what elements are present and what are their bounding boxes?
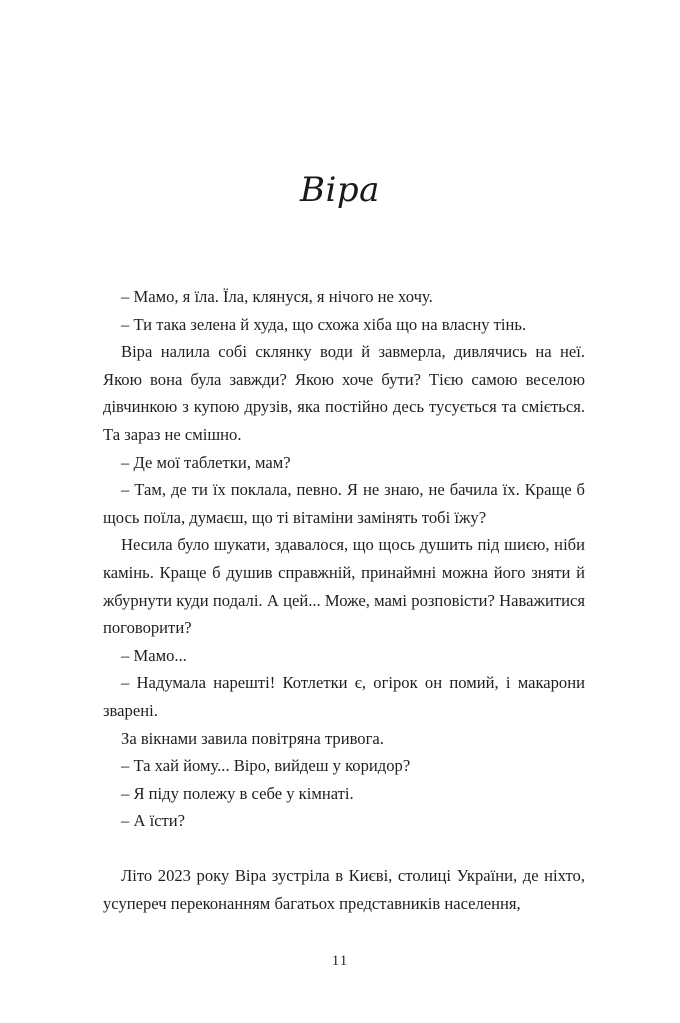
paragraph: – А їсти?: [121, 811, 186, 831]
paragraph: – Там, де ти їх поклала, певно. Я не знаю, не бачила їх. Краще б щось поїла, думаєш, що ті вітаміни замінять тобі їжу?: [103, 480, 585, 527]
paragraph: – Та хай йому... Віро, вийдеш у коридор?: [121, 756, 411, 776]
paragraph: За вікнами завила повітряна тривога.: [121, 728, 384, 748]
chapter-title: Віра: [300, 170, 380, 210]
paragraph: Літо 2023 року Віра зустріла в Києві, столиці України, де ніхто, усупереч переконанням багатьох представників населення,: [103, 866, 585, 914]
paragraph: – Надумала нарешті! Котлетки є, огірок он помий, і макарони зварені.: [103, 673, 585, 720]
body-text: [103, 283, 585, 918]
paragraph: Несила було шукати, здавалося, що щось душить під шиєю, ніби камінь. Краще б душив справжній, принаймні можна його зняти й жбурнути куди подалі. А цей... Може, мамі розповісти? Наважитися поговорити?: [103, 535, 585, 638]
paragraph: – Мамо, я їла. Їла, клянуся, я нічого не хочу.: [121, 287, 433, 306]
paragraph: – Мамо...: [121, 645, 187, 665]
page-number: 11: [331, 953, 349, 969]
paragraph: – Я піду полежу в себе у кімнаті.: [121, 783, 354, 803]
paragraph: Віра налила собі склянку води й завмерла, дивлячись на неї. Якою вона була завжди? Якою хоче бути? Тією самою веселою дівчинкою з купою друзів, яка постійно десь тусується та сміється. Та зараз не смішно.: [103, 342, 585, 444]
paragraph: – Ти така зелена й худа, що схожа хіба що на власну тінь.: [121, 314, 527, 334]
paragraph: – Де мої таблетки, мам?: [121, 452, 291, 472]
